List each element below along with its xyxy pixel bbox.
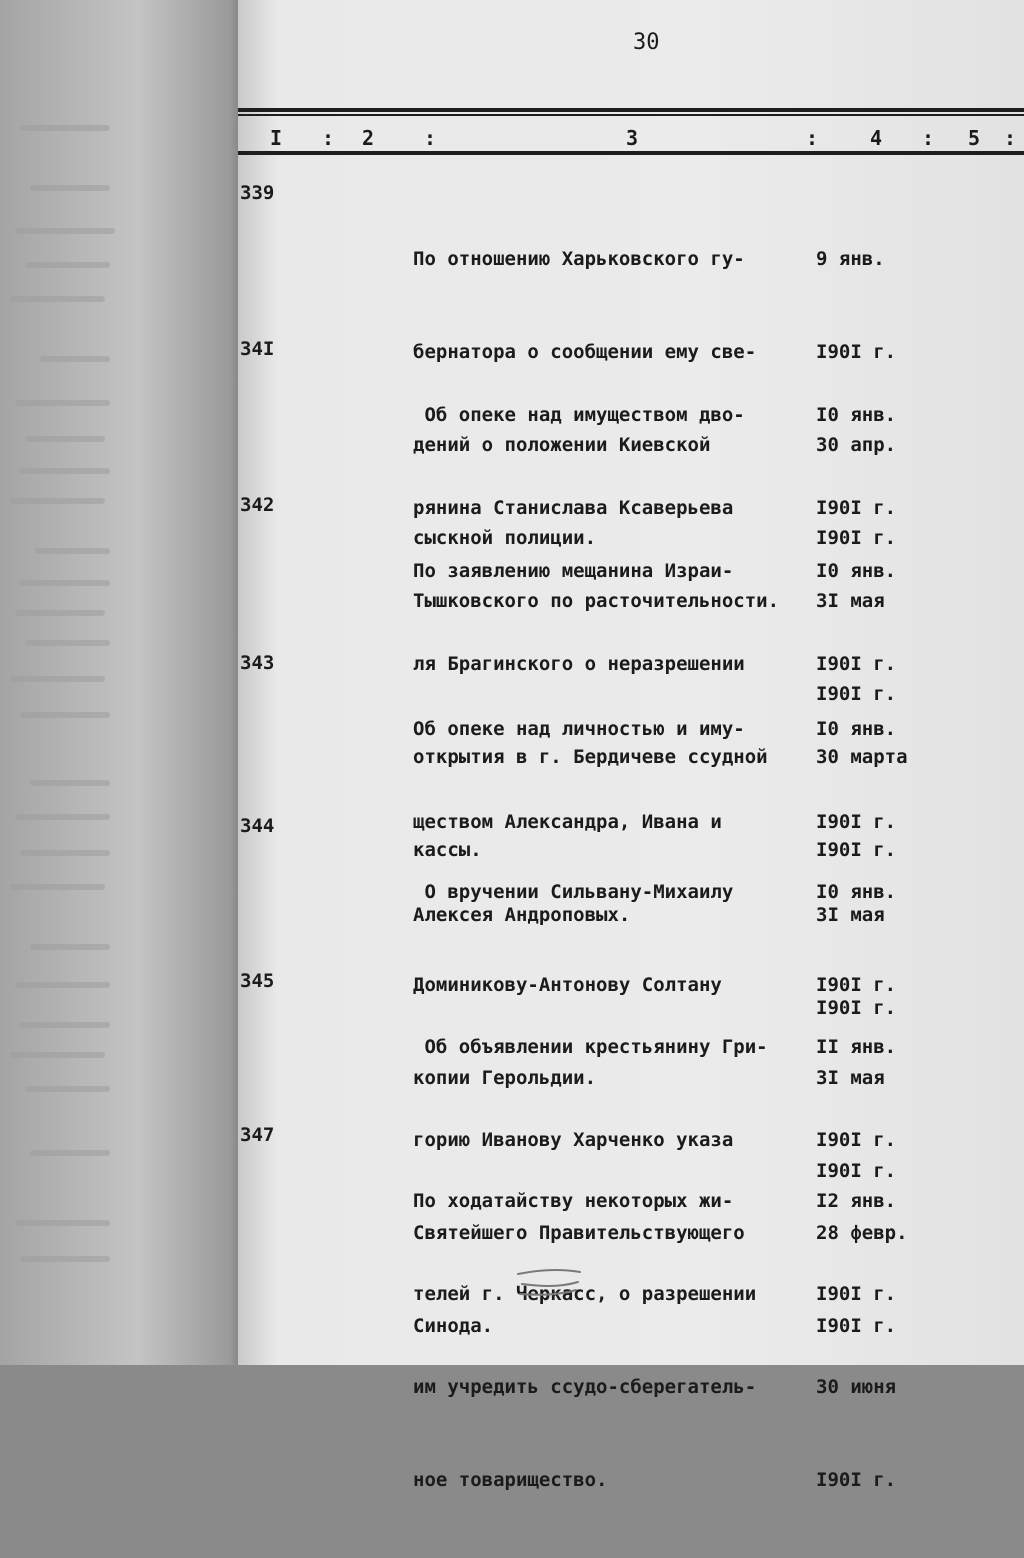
description-line: Об опеке над личностью и иму- — [413, 718, 745, 740]
entry-number: 347 — [240, 1124, 275, 1146]
description-line: сыскной полиции. — [413, 527, 597, 549]
date-line: 3I мая — [816, 904, 885, 926]
column-header-4: 4 — [870, 126, 883, 150]
date-line: I90I г. — [816, 974, 897, 996]
date-line: 9 янв. — [816, 248, 885, 270]
date-line: I90I г. — [816, 1283, 897, 1305]
date-line: I90I г. — [816, 1469, 897, 1491]
date-line: I90I г. — [816, 341, 897, 363]
description-line: ществом Александра, Ивана и — [413, 811, 722, 833]
date-line: I90I г. — [816, 497, 897, 519]
document-page — [238, 0, 1024, 1491]
header-rule-top-thin — [238, 114, 1024, 116]
description-line: телей г. Черкасс, о разрешении — [413, 1283, 757, 1305]
date-line: I2 янв. — [816, 1190, 897, 1212]
date-line: I0 янв. — [816, 560, 897, 582]
date-line: 30 апр. — [816, 434, 897, 456]
description-line: Святейшего Правительствующего — [413, 1222, 745, 1244]
date-line: 28 февр. — [816, 1222, 908, 1244]
column-separator: : — [806, 126, 819, 150]
entry-number: 345 — [240, 970, 275, 992]
column-separator: : — [922, 126, 935, 150]
column-header-5: 5 — [968, 126, 981, 150]
description-line: открытия в г. Бердичеве ссудной — [413, 746, 768, 768]
description-line: Доминикову-Антонову Солтану — [413, 974, 722, 996]
description-line: горию Иванову Харченко указа — [413, 1129, 734, 1151]
description-line: ное товарищество. — [413, 1469, 608, 1491]
column-header-1: I — [270, 126, 283, 150]
description-line: Об опеке над имуществом дво- — [413, 404, 745, 426]
description-line: По отношению Харьковского гу- — [413, 248, 745, 270]
date-line: I0 янв. — [816, 718, 897, 740]
description-line: ля Брагинского о неразрешении — [413, 653, 745, 675]
description-line: рянина Станислава Ксаверьева — [413, 497, 734, 519]
description-line: копии Герольдии. — [413, 1067, 597, 1089]
description-line: кассы. — [413, 839, 482, 861]
date-line: I0 янв. — [816, 404, 897, 426]
date-line: I90I г. — [816, 811, 897, 833]
column-separator: : — [322, 126, 335, 150]
pencil-scribble-mark — [508, 1262, 588, 1302]
description-line: Алексея Андроповых. — [413, 904, 631, 926]
column-separator: : — [424, 126, 437, 150]
entry-description — [413, 1124, 813, 1558]
date-line: 30 марта — [816, 746, 908, 768]
description-line: дений о положении Киевской — [413, 434, 711, 456]
column-separator: : — [1004, 126, 1017, 150]
description-line: Синода. — [413, 1315, 494, 1337]
date-line: I90I г. — [816, 683, 897, 705]
date-line: I90I г. — [816, 997, 897, 1019]
date-line: I90I г. — [816, 527, 897, 549]
description-line: бернатора о сообщении ему све- — [413, 341, 757, 363]
entry-dates — [816, 1124, 946, 1558]
date-line: I0 янв. — [816, 881, 897, 903]
page-number: 30 — [633, 30, 660, 55]
description-line: По заявлению мещанина Израи- — [413, 560, 734, 582]
date-line: I90I г. — [816, 1315, 897, 1337]
entry-number: 342 — [240, 494, 275, 516]
description-line: По ходатайству некоторых жи- — [413, 1190, 734, 1212]
column-header-2: 2 — [362, 126, 375, 150]
left-page-margin — [0, 0, 250, 1365]
date-line: I90I г. — [816, 839, 897, 861]
description-line: Об объявлении крестьянину Гри- — [413, 1036, 768, 1058]
entry-number: 344 — [240, 815, 275, 837]
date-line: 3I мая — [816, 1067, 885, 1089]
date-line: 30 июня — [816, 1376, 897, 1398]
entry-number: 34I — [240, 338, 275, 360]
date-line: II янв. — [816, 1036, 897, 1058]
header-rule-bottom — [238, 151, 1024, 155]
date-line: I90I г. — [816, 1160, 897, 1182]
description-line: О вручении Сильвану-Михаилу — [413, 881, 734, 903]
bleed-through-text — [0, 0, 250, 1365]
entry-number: 339 — [240, 182, 275, 204]
entry-number: 343 — [240, 652, 275, 674]
description-line: им учредить ссудо-сберегатель- — [413, 1376, 757, 1398]
description-line: Тышковского по расточительности. — [413, 590, 780, 612]
date-line: 3I мая — [816, 590, 885, 612]
date-line: I90I г. — [816, 653, 897, 675]
column-header-3: 3 — [626, 126, 639, 150]
date-line: I90I г. — [816, 1129, 897, 1151]
header-rule-top — [238, 108, 1024, 112]
